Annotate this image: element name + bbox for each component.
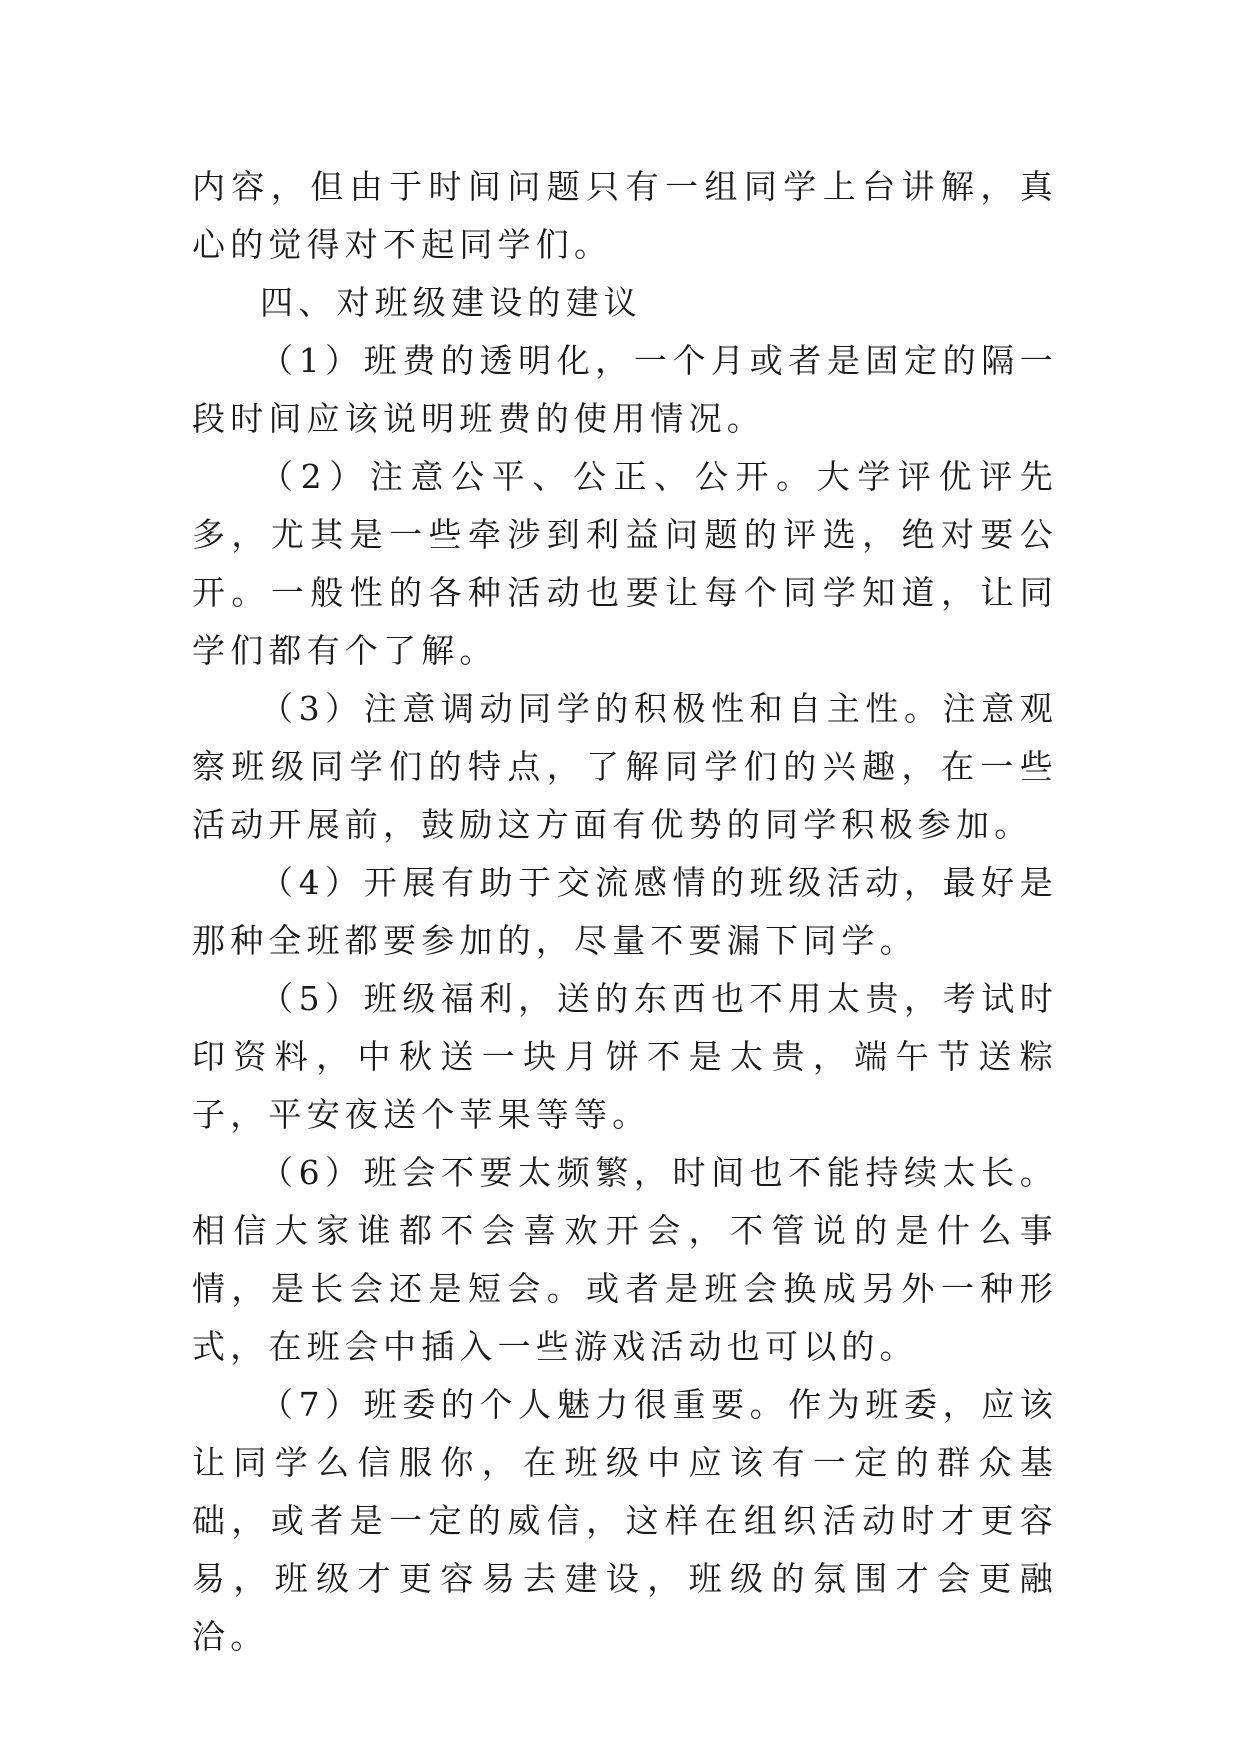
- suggestion-item-2: （2）注意公平、公正、公开。大学评优评先多，尤其是一些牵涉到利益问题的评选，绝对要公开。一般性的各种活动也要让每个同学知道，让同学们都有个了解。: [192, 457, 1058, 670]
- suggestion-item-7: （7）班委的个人魅力很重要。作为班委，应该让同学么信服你，在班级中应该有一定的群众基础，或者是一定的威信，这样在组织活动时才更容易，班级才更容易去建设，班级的氛围才会更融洽。: [192, 1385, 1058, 1656]
- suggestion-item-4: （4）开展有助于交流感情的班级活动，最好是那种全班都要参加的，尽量不要漏下同学。: [192, 863, 1058, 960]
- paragraph-continuation: 内容，但由于时间问题只有一组同学上台讲解，真心的觉得对不起同学们。: [192, 167, 1058, 264]
- suggestion-item-6: （6）班会不要太频繁，时间也不能持续太长。相信大家谁都不会喜欢开会，不管说的是什么事情，是长会还是短会。或者是班会换成另外一种形式，在班会中插入一些游戏活动也可以的。: [192, 1153, 1058, 1366]
- suggestion-item-1: （1）班费的透明化，一个月或者是固定的隔一段时间应该说明班费的使用情况。: [192, 341, 1058, 438]
- document-page: [192, 158, 1058, 1666]
- section-heading: 四、对班级建设的建议: [260, 283, 642, 322]
- suggestion-item-5: （5）班级福利，送的东西也不用太贵，考试时印资料，中秋送一块月饼不是太贵，端午节送粽子，平安夜送个苹果等等。: [192, 979, 1058, 1134]
- suggestion-item-3: （3）注意调动同学的积极性和自主性。注意观察班级同学们的特点，了解同学们的兴趣，在一些活动开展前，鼓励这方面有优势的同学积极参加。: [192, 689, 1058, 844]
